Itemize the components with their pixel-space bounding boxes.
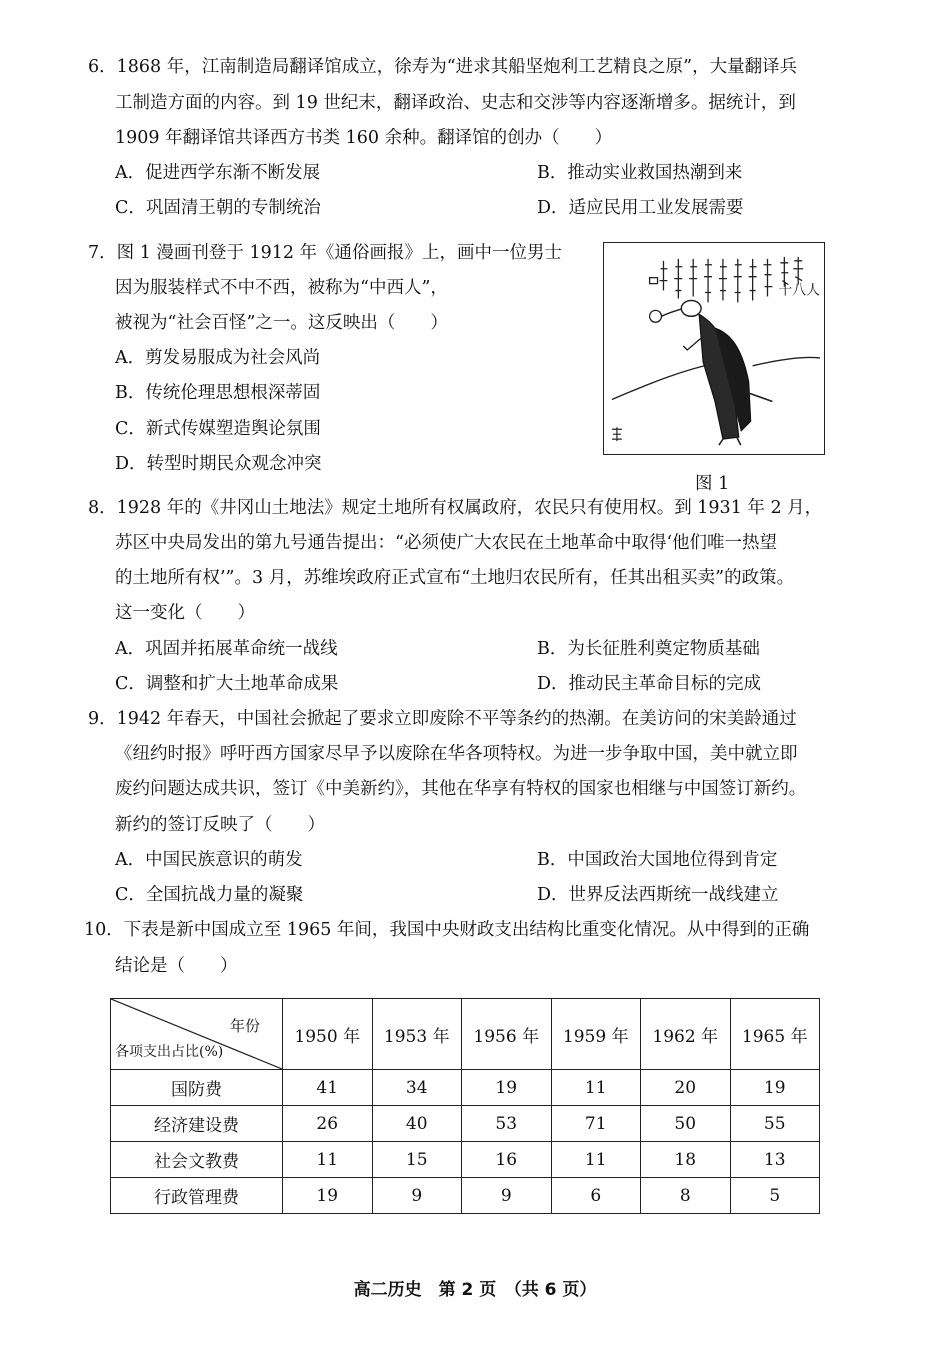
q7-option-c[interactable]: C．新式传媒塑造舆论氛围 <box>115 419 321 439</box>
page-footer: 高二历史 第 2 页 （共 6 页） <box>353 1280 597 1300</box>
q8-option-c[interactable]: C．调整和扩大土地革命成果 <box>115 674 339 694</box>
q8-stem-line-1: 8．1928 年的《井冈山土地法》规定土地所有权属政府，农民只有使用权。到 1931 年 2 月， <box>88 498 823 518</box>
year-header: 1959 年 <box>551 999 641 1070</box>
table-row <box>111 1142 820 1178</box>
table-cell: 6 <box>551 1178 641 1214</box>
table-cell: 19 <box>730 1070 820 1106</box>
table-cell: 11 <box>551 1070 641 1106</box>
q8-stem-line-3: 的土地所有权’”。3 月，苏维埃政府正式宣布“土地归农民所有，任其出租买卖”的政策。 <box>115 568 795 588</box>
q9-option-b[interactable]: B．中国政治大国地位得到肯定 <box>537 850 778 870</box>
q7-stem-line-3: 被视为“社会百怪”之一。这反映出（ ） <box>115 313 448 333</box>
table-cell: 40 <box>372 1106 462 1142</box>
row-label: 行政管理费 <box>111 1178 283 1214</box>
q7-option-a[interactable]: A．剪发易服成为社会风尚 <box>115 348 321 368</box>
q9-option-a[interactable]: A．中国民族意识的萌发 <box>115 850 303 870</box>
q6-stem-line-1: 6．1868 年，江南制造局翻译馆成立，徐寿为“进求其船坚炮利工艺精良之原”，大量翻译兵 <box>88 57 798 77</box>
table-cell: 15 <box>372 1142 462 1178</box>
q6-stem-line-3: 1909 年翻译馆共译西方书类 160 余种。翻译馆的创办（ ） <box>115 128 613 148</box>
table-cell: 18 <box>641 1142 731 1178</box>
q10-stem-line-2: 结论是（ ） <box>115 956 238 976</box>
q6-option-d[interactable]: D．适应民用工业发展需要 <box>537 198 744 218</box>
table-cell: 8 <box>641 1178 731 1214</box>
q9-option-c[interactable]: C．全国抗战力量的凝聚 <box>115 885 304 905</box>
cartoon-illustration <box>604 243 824 454</box>
q8-option-d[interactable]: D．推动民主革命目标的完成 <box>537 674 762 694</box>
year-header: 1965 年 <box>730 999 820 1070</box>
table-cell: 13 <box>730 1142 820 1178</box>
table-cell: 11 <box>551 1142 641 1178</box>
q8-option-b[interactable]: B．为长征胜利奠定物质基础 <box>537 639 760 659</box>
table-row <box>111 1178 820 1214</box>
figure-caption: 图 1 <box>695 474 730 494</box>
table-cell: 41 <box>283 1070 373 1106</box>
fiscal-expenditure-table <box>110 998 820 1214</box>
table-cell: 19 <box>462 1070 552 1106</box>
q6-option-b[interactable]: B．推动实业救国热潮到来 <box>537 163 743 183</box>
q8-stem-line-2: 苏区中央局发出的第九号通告提出：“必须使广大农民在土地革命中取得‘他们唯一热望 <box>115 533 778 553</box>
table-row <box>111 1070 820 1106</box>
corner-ratio-label: 各项支出占比(%) <box>115 1044 224 1060</box>
q8-option-a[interactable]: A．巩固并拓展革命统一战线 <box>115 639 338 659</box>
q8-stem-line-4: 这一变化（ ） <box>115 603 255 623</box>
q9-stem-line-4: 新约的签订反映了（ ） <box>115 815 325 835</box>
table-cell: 50 <box>641 1106 731 1142</box>
table-header-row <box>111 999 820 1070</box>
cartoon-title-text: 十八人 <box>778 282 820 299</box>
year-header: 1956 年 <box>462 999 552 1070</box>
q9-stem-line-3: 废约问题达成共识，签订《中美新约》，其他在华享有特权的国家也相继与中国签订新约。 <box>115 779 807 799</box>
table-cell: 11 <box>283 1142 373 1178</box>
table-cell: 71 <box>551 1106 641 1142</box>
cartoon-figure <box>603 242 825 455</box>
q6-option-a[interactable]: A．促进西学东渐不断发展 <box>115 163 321 183</box>
table-cell: 34 <box>372 1070 462 1106</box>
table-cell: 26 <box>283 1106 373 1142</box>
q9-option-d[interactable]: D．世界反法西斯统一战线建立 <box>537 885 779 905</box>
table-cell: 19 <box>283 1178 373 1214</box>
corner-year-label: 年份 <box>229 1017 260 1035</box>
table-cell: 9 <box>462 1178 552 1214</box>
q9-stem-line-2: 《纽约时报》呼吁西方国家尽早予以废除在华各项特权。为进一步争取中国，美中就立即 <box>115 744 798 764</box>
table-cell: 53 <box>462 1106 552 1142</box>
q7-stem-line-2: 因为服装样式不中不西，被称为“中西人”， <box>115 278 448 298</box>
year-header: 1950 年 <box>283 999 373 1070</box>
row-label: 社会文教费 <box>111 1142 283 1178</box>
q7-option-b[interactable]: B．传统伦理思想根深蒂固 <box>115 383 321 403</box>
table-cell: 9 <box>372 1178 462 1214</box>
q6-option-c[interactable]: C．巩固清王朝的专制统治 <box>115 198 321 218</box>
table-cell: 20 <box>641 1070 731 1106</box>
q6-stem-line-2: 工制造方面的内容。到 19 世纪末，翻译政治、史志和交涉等内容逐渐增多。据统计，到 <box>115 93 796 113</box>
table-corner-cell <box>111 999 283 1070</box>
q7-stem-line-1: 7．图 1 漫画刊登于 1912 年《通俗画报》上，画中一位男士 <box>88 243 563 263</box>
q10-stem-line-1: 10．下表是新中国成立至 1965 年间，我国中央财政支出结构比重变化情况。从中得到的正确 <box>84 920 810 940</box>
year-header: 1962 年 <box>641 999 731 1070</box>
row-label: 经济建设费 <box>111 1106 283 1142</box>
table-row <box>111 1106 820 1142</box>
table-cell: 5 <box>730 1178 820 1214</box>
q7-option-d[interactable]: D．转型时期民众观念冲突 <box>115 454 322 474</box>
year-header: 1953 年 <box>372 999 462 1070</box>
table-cell: 16 <box>462 1142 552 1178</box>
row-label: 国防费 <box>111 1070 283 1106</box>
table-cell: 55 <box>730 1106 820 1142</box>
q9-stem-line-1: 9．1942 年春天，中国社会掀起了要求立即废除不平等条约的热潮。在美访问的宋美龄通过 <box>88 709 797 729</box>
